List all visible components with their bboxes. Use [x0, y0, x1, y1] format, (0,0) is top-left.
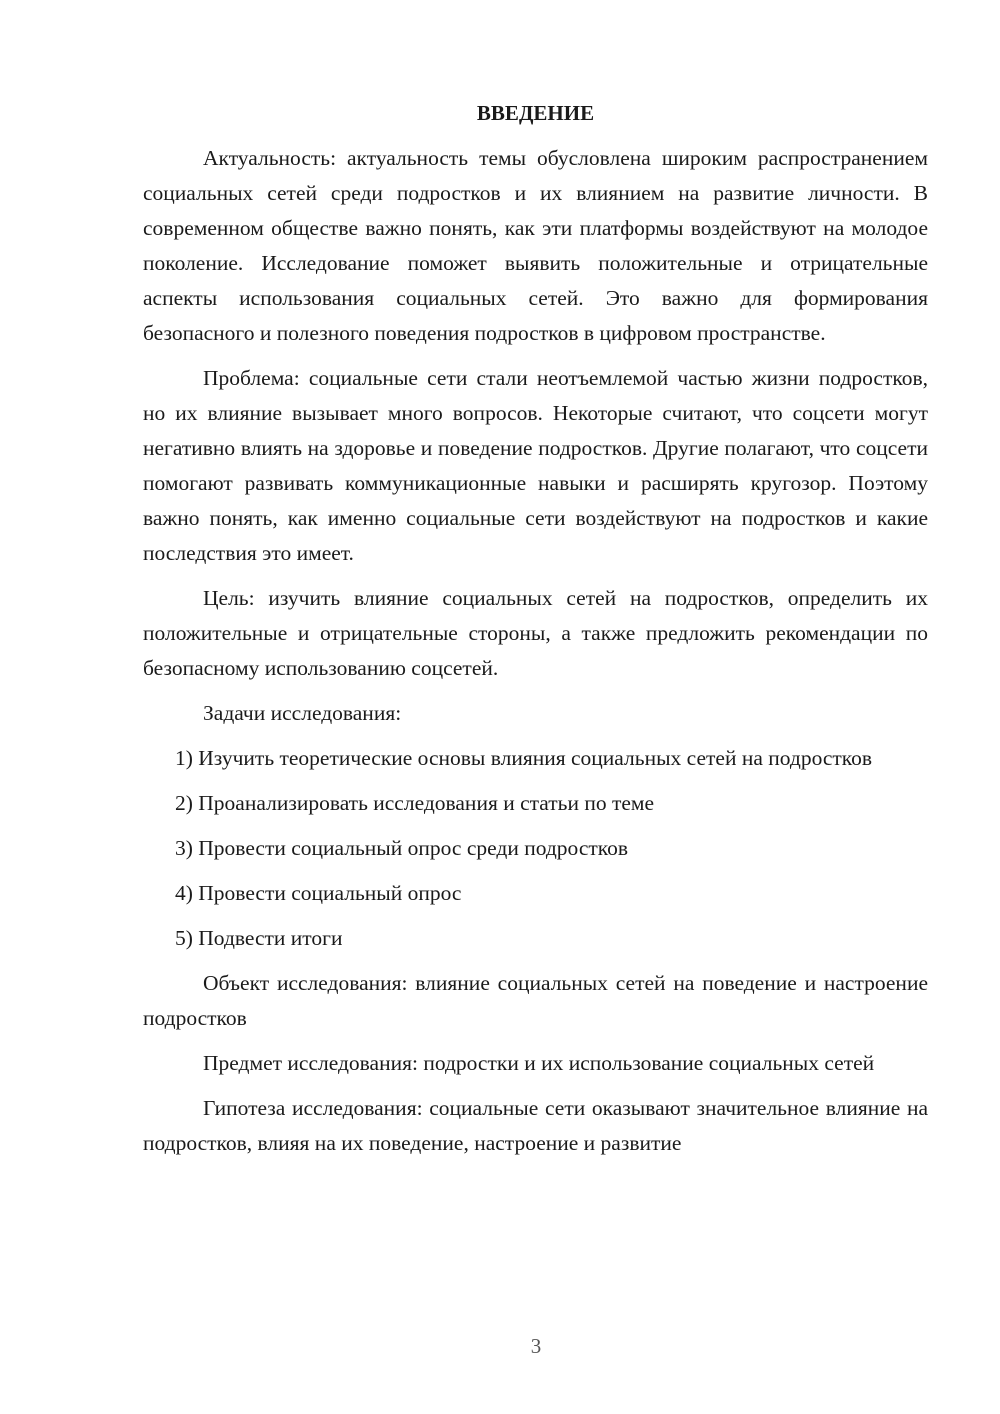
object-paragraph: Объект исследования: влияние социальных сетей на поведение и настроение подростков — [143, 971, 928, 1030]
document-page — [143, 96, 928, 1171]
relevance-paragraph: Актуальность: актуальность темы обусловлена широким распространением социальных сетей среди подростков и их влиянием на развитие личности. В современном обществе важно понять, как эти платформы воздействуют на молодое поколение. Исследование поможет выявить положительные и отрицательные аспекты использования социальных сетей. Это важно для формирования безопасного и полезного поведения подростков в цифровом пространстве. — [143, 146, 928, 345]
task-item: 3) Провести социальный опрос среди подростков — [175, 836, 629, 860]
hypothesis-paragraph: Гипотеза исследования: социальные сети оказывают значительное влияние на подростков, влияя на их поведение, настроение и развитие — [143, 1096, 928, 1155]
task-item: 4) Провести социальный опрос — [175, 881, 462, 905]
task-item: 2) Проанализировать исследования и статьи по теме — [175, 791, 655, 815]
problem-paragraph: Проблема: социальные сети стали неотъемлемой частью жизни подростков, но их влияние вызывает много вопросов. Некоторые считают, что соцсети могут негативно влиять на здоровье и поведение подростков. Другие полагают, что соцсети помогают развивать коммуникационные навыки и расширять кругозор. Поэтому важно понять, как именно социальные сети воздействуют на подростков и какие последствия это имеет. — [143, 366, 928, 565]
page-number: 3 — [530, 1334, 542, 1358]
page-heading: ВВЕДЕНИЕ — [476, 101, 595, 125]
subject-paragraph: Предмет исследования: подростки и их использование социальных сетей — [203, 1051, 875, 1075]
tasks-heading: Задачи исследования: — [203, 701, 402, 725]
task-item: 1) Изучить теоретические основы влияния социальных сетей на подростков — [175, 746, 873, 770]
goal-paragraph: Цель: изучить влияние социальных сетей на подростков, определить их положительные и отрицательные стороны, а также предложить рекомендации по безопасному использованию соцсетей. — [143, 586, 928, 680]
task-item: 5) Подвести итоги — [175, 926, 343, 950]
